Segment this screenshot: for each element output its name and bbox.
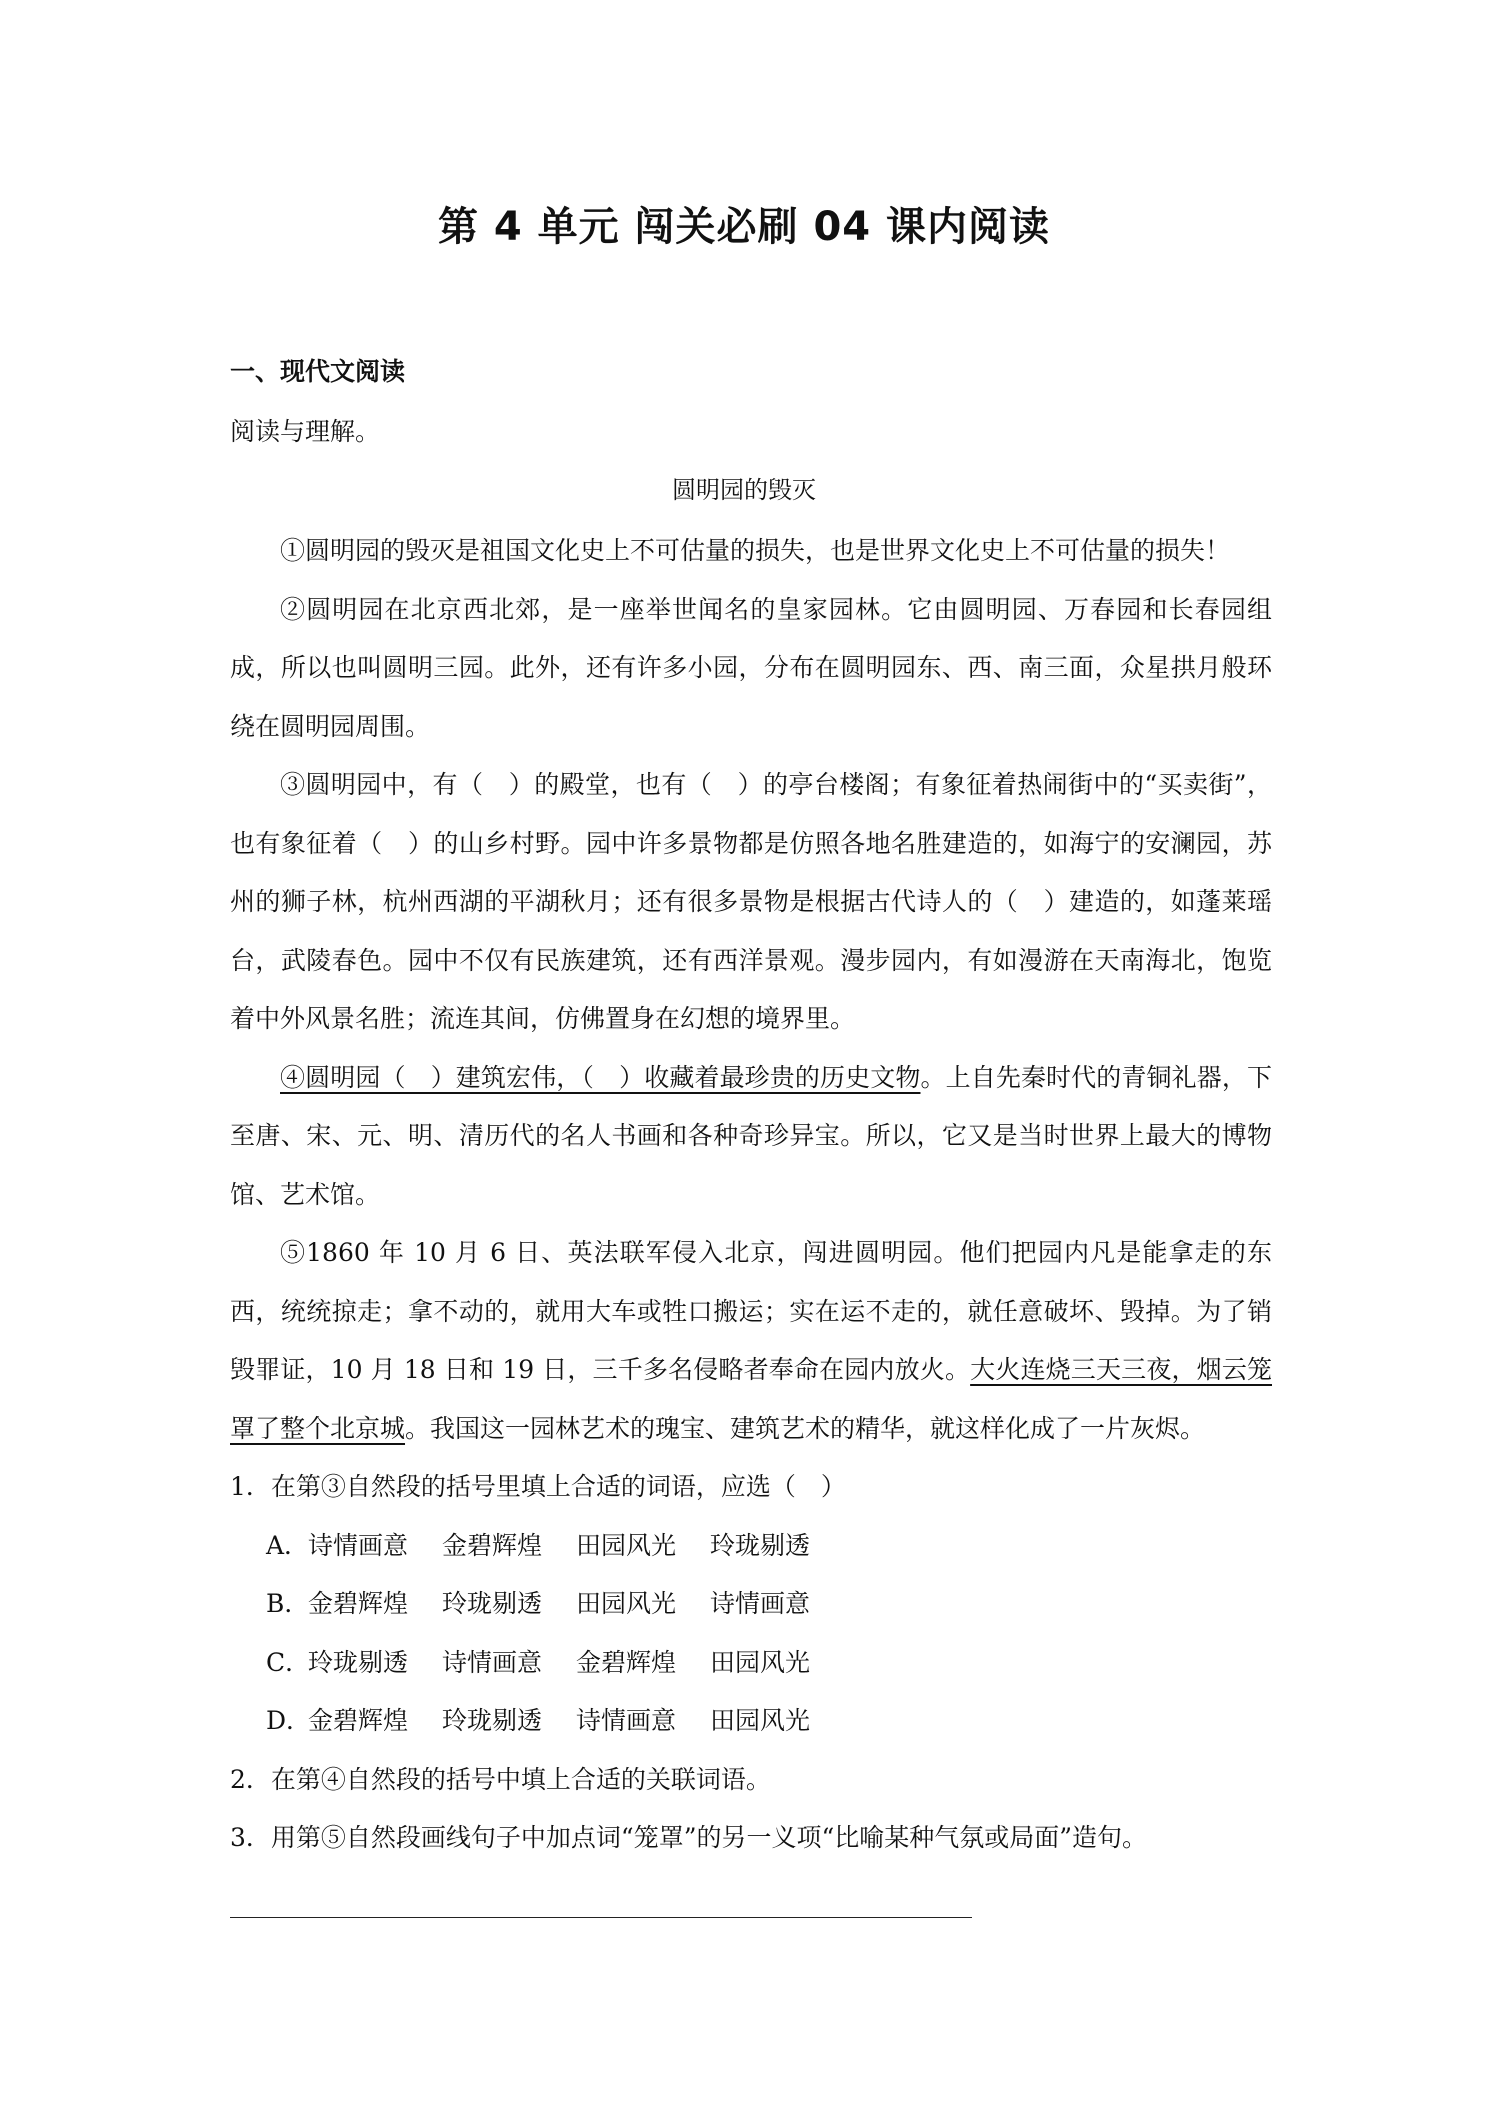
option-word: 金碧辉煌 [576,1647,677,1677]
option-c[interactable] [230,1634,1272,1693]
paragraph-5-text-end: 。我国这一园林艺术的瑰宝、建筑艺术的精华，就这样化成了一片灰烬。 [405,1413,1206,1443]
passage-title: 圆明园的毁灭 [672,476,816,504]
answer-line[interactable] [230,1917,972,1918]
reading-instruction: 阅读与理解。 [230,417,381,446]
question-list [230,1458,1272,1868]
option-word: 诗情画意 [710,1589,811,1618]
underlined-sentence-4: ④圆明园（ ）建筑宏伟，（ ）收藏着最珍贵的历史文物 [280,1062,921,1092]
paragraph-2: ②圆明园在北京西北郊，是一座举世闻名的皇家园林。它由圆明园、万春园和长春园组成，所以也叫圆明三园。此外，还有许多小园，分布在圆明园东、西、南三面，众星拱月般环绕在圆明园周围。 [230,594,1272,741]
reading-passage [230,522,1272,1458]
option-word: 玲珑剔透 [308,1647,409,1677]
option-d[interactable] [230,1692,1272,1751]
option-word: 田园风光 [576,1589,677,1618]
option-word: 金碧辉煌 [442,1530,543,1560]
option-word: 玲珑剔透 [710,1530,811,1560]
option-word: 田园风光 [710,1647,811,1677]
page-title: 第 4 单元 闯关必刷 04 课内阅读 [437,204,1051,250]
paragraph-4-text: 。上自先秦时代的青铜礼器，下至唐、宋、元、明、清历代的名人书画和各种奇珍异宝。所以，它又是当时世界上最大的博物馆、艺术馆。 [230,1062,1272,1209]
option-word: 玲珑剔透 [442,1589,543,1618]
underlined-sentence-5: 大火连烧三天三夜，烟云笼罩了整个北京城 [230,1355,1272,1443]
question-1: 1．在第③自然段的括号里填上合适的词语，应选（ ） [230,1472,846,1501]
option-word: 玲珑剔透 [442,1706,543,1735]
option-label: B． [266,1589,310,1618]
option-word: 金碧辉煌 [308,1706,409,1735]
option-a[interactable] [230,1517,1272,1576]
option-word: 诗情画意 [442,1647,543,1677]
paragraph-3: ③圆明园中，有（ ）的殿堂，也有（ ）的亭台楼阁；有象征着热闹街中的“买卖街”，也有象征着（ ）的山乡村野。园中许多景物都是仿照各地名胜建造的，如海宁的安澜园，苏州的狮子林，杭州西湖的平湖秋月；还有很多景物是根据古代诗人的（ ）建造的，如蓬莱瑶台，武陵春色。园中不仅有民族建筑，还有西洋景观。漫步园内，有如漫游在天南海北，饱览着中外风景名胜；流连其间，仿佛置身在幻想的境界里。 [230,770,1272,1033]
option-word: 金碧辉煌 [308,1589,409,1618]
question-2: 2．在第④自然段的括号中填上合适的关联词语。 [230,1764,771,1794]
option-label: A． [266,1530,310,1560]
option-label: C． [266,1647,311,1677]
option-label: D． [266,1706,312,1735]
option-word: 田园风光 [576,1530,677,1560]
option-word: 诗情画意 [576,1706,677,1735]
paragraph-1: ①圆明园的毁灭是祖国文化史上不可估量的损失，也是世界文化史上不可估量的损失！ [280,536,1231,565]
question-3: 3．用第⑤自然段画线句子中加点词“笼罩”的另一义项“比喻某种气氛或局面”造句。 [230,1823,1148,1852]
option-b[interactable] [230,1575,1272,1634]
option-word: 诗情画意 [308,1530,409,1560]
section-heading: 一、现代文阅读 [230,357,406,386]
paragraph-5 [230,1224,1272,1458]
paragraph-4 [230,1049,1272,1225]
option-word: 田园风光 [710,1706,811,1735]
paragraph-5-text-start: ⑤1860 年 10 月 6 日、英法联军侵入北京，闯进圆明园。他们把园内凡是能拿走的东西，统统掠走；拿不动的，就用大车或牲口搬运；实在运不走的，就任意破坏、毁掉。为了销毁罪证，10 月 18 日和 19 日，三千多名侵略者奉命在园内放火。 [230,1238,1272,1384]
